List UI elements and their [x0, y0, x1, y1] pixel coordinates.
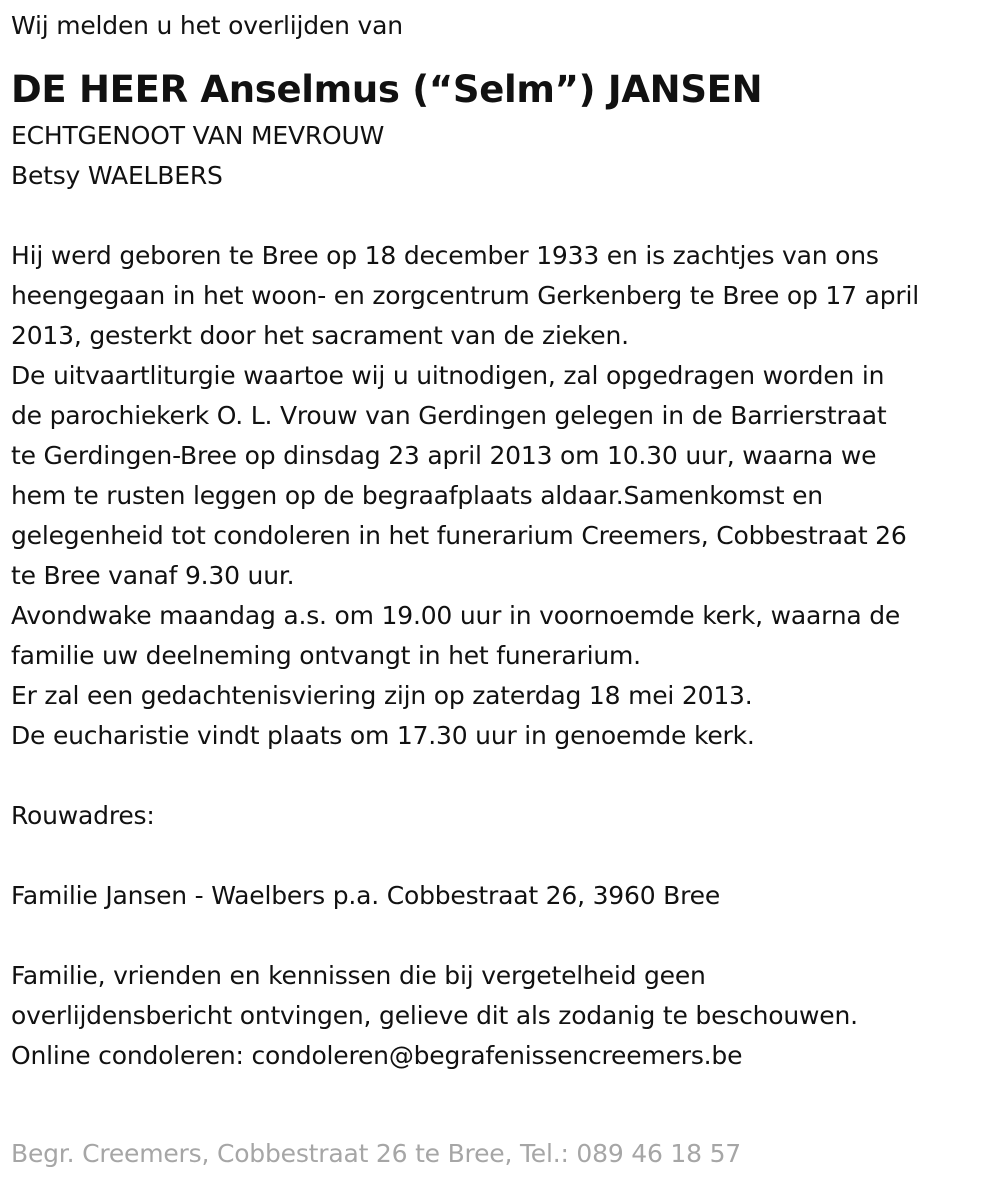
deceased-name: DE HEER Anselmus (“Selm”) JANSEN	[11, 68, 763, 111]
notice-body	[11, 236, 996, 756]
body-line: De eucharistie vindt plaats om 17.30 uur in genoemde kerk.	[11, 721, 755, 750]
mourning-address: Familie Jansen - Waelbers p.a. Cobbestraat 26, 3960 Bree	[11, 881, 721, 910]
body-line: Avondwake maandag a.s. om 19.00 uur in voornoemde kerk, waarna de	[11, 601, 901, 630]
body-line: gelegenheid tot condoleren in het funerarium Creemers, Cobbestraat 26	[11, 521, 907, 550]
spacer	[11, 756, 996, 796]
spouse-name: Betsy WAELBERS	[11, 161, 223, 190]
body-line: heengegaan in het woon- en zorgcentrum Gerkenberg te Bree op 17 april	[11, 281, 919, 310]
relation-text: ECHTGENOOT VAN MEVROUW	[11, 121, 385, 150]
undertaker-footer: Begr. Creemers, Cobbestraat 26 te Bree, Tel.: 089 46 18 57	[11, 1139, 742, 1168]
closing-text	[11, 956, 996, 1076]
body-line: Er zal een gedachtenisviering zijn op zaterdag 18 mei 2013.	[11, 681, 753, 710]
intro-text: Wij melden u het overlijden van	[11, 11, 403, 40]
body-line: de parochiekerk O. L. Vrouw van Gerdingen gelegen in de Barrierstraat	[11, 401, 887, 430]
closing-line: Familie, vrienden en kennissen die bij vergetelheid geen	[11, 961, 706, 990]
body-line: 2013, gesterkt door het sacrament van de zieken.	[11, 321, 629, 350]
closing-line: overlijdensbericht ontvingen, gelieve dit als zodanig te beschouwen.	[11, 1001, 858, 1030]
body-line: familie uw deelneming ontvangt in het funerarium.	[11, 641, 641, 670]
mourning-address-label: Rouwadres:	[11, 801, 155, 830]
body-line: te Bree vanaf 9.30 uur.	[11, 561, 295, 590]
body-line: De uitvaartliturgie waartoe wij u uitnodigen, zal opgedragen worden in	[11, 361, 885, 390]
spacer	[11, 196, 996, 236]
online-condolence-line: Online condoleren: condoleren@begrafenissencreemers.be	[11, 1041, 743, 1070]
body-line: hem te rusten leggen op de begraafplaats aldaar.Samenkomst en	[11, 481, 823, 510]
body-line: Hij werd geboren te Bree op 18 december 1933 en is zachtjes van ons	[11, 241, 879, 270]
spacer	[11, 836, 996, 876]
death-notice	[11, 6, 996, 1076]
body-line: te Gerdingen-Bree op dinsdag 23 april 2013 om 10.30 uur, waarna we	[11, 441, 877, 470]
spacer	[11, 916, 996, 956]
